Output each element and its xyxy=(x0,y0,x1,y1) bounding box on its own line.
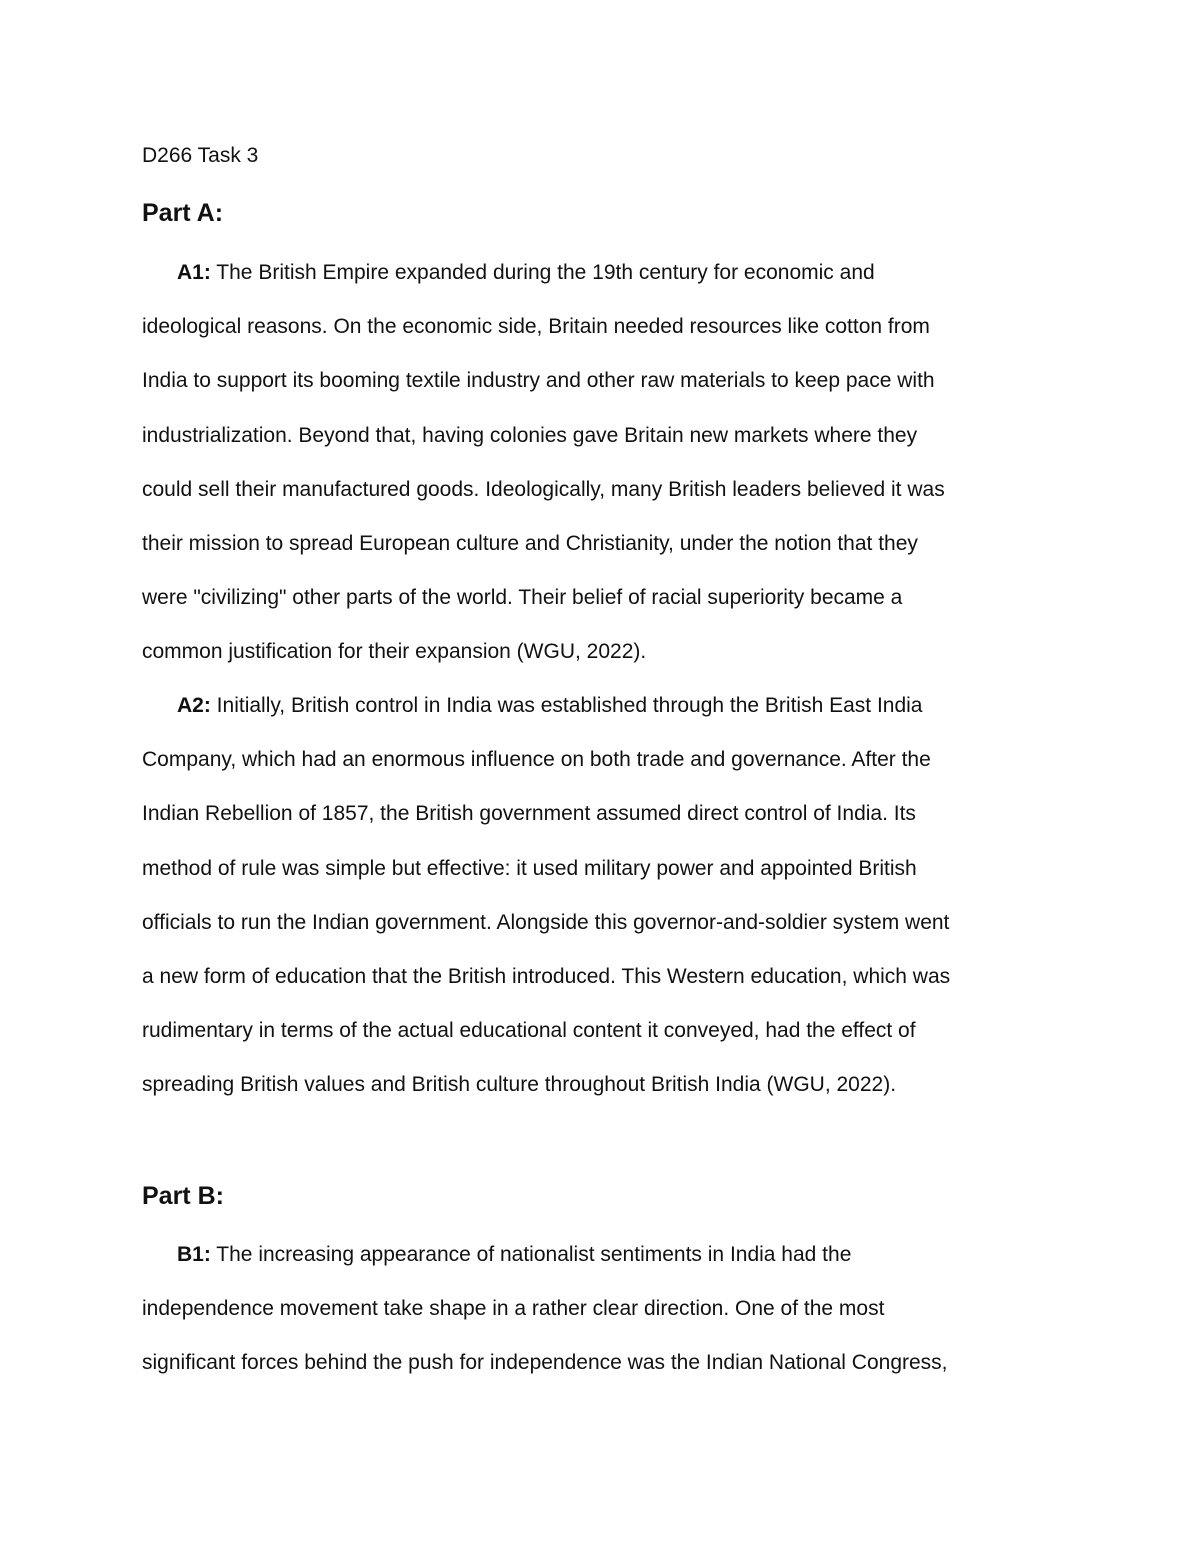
paragraph-line xyxy=(142,1228,1062,1282)
paragraph-b1 xyxy=(142,1228,1062,1391)
paragraph-line: were "civilizing" other parts of the world. Their belief of racial superiority became a xyxy=(142,586,903,610)
paragraph-line: could sell their manufactured goods. Ideologically, many British leaders believed it was xyxy=(142,477,945,501)
paragraph-line: industrialization. Beyond that, having colonies gave Britain new markets where they xyxy=(142,423,918,447)
document-title: D266 Task 3 xyxy=(142,144,259,167)
paragraph-text: The increasing appearance of nationalist sentiments in India had the xyxy=(210,1243,852,1266)
paragraph-label-b1: B1: xyxy=(177,1243,211,1266)
paragraph-line: Company, which had an enormous influence on both trade and governance. After the xyxy=(142,748,931,772)
part-a-heading: Part A: xyxy=(142,199,224,227)
paragraph-line xyxy=(142,246,1062,300)
paragraph-line: rudimentary in terms of the actual educational content it conveyed, had the effect of xyxy=(142,1019,916,1043)
paragraph-line: significant forces behind the push for independence was the Indian National Congress, xyxy=(142,1351,948,1375)
paragraph-line xyxy=(142,679,1062,733)
paragraph-label-a1: A1: xyxy=(177,261,211,284)
paragraph-a1 xyxy=(142,246,1062,680)
paragraph-line: their mission to spread European culture and Christianity, under the notion that they xyxy=(142,532,918,556)
paragraph-line: Indian Rebellion of 1857, the British government assumed direct control of India. Its xyxy=(142,802,916,826)
paragraph-a2 xyxy=(142,679,1062,1113)
paragraph-line: method of rule was simple but effective: it used military power and appointed British xyxy=(142,856,917,880)
paragraph-line: spreading British values and British culture throughout British India (WGU, 2022). xyxy=(142,1073,897,1097)
paragraph-label-a2: A2: xyxy=(177,694,211,717)
paragraph-line: officials to run the Indian government. Alongside this governor-and-soldier system went xyxy=(142,910,950,934)
paragraph-text: The British Empire expanded during the 19th century for economic and xyxy=(210,261,875,284)
part-b-heading: Part B: xyxy=(142,1182,224,1210)
paragraph-line: ideological reasons. On the economic side, Britain needed resources like cotton from xyxy=(142,315,930,339)
paragraph-line: a new form of education that the British introduced. This Western education, which was xyxy=(142,965,951,989)
paragraph-line: common justification for their expansion (WGU, 2022). xyxy=(142,640,647,664)
paragraph-line: India to support its booming textile industry and other raw materials to keep pace with xyxy=(142,369,935,393)
paragraph-line: independence movement take shape in a rather clear direction. One of the most xyxy=(142,1297,885,1321)
paragraph-text: Initially, British control in India was established through the British East India xyxy=(210,694,923,717)
